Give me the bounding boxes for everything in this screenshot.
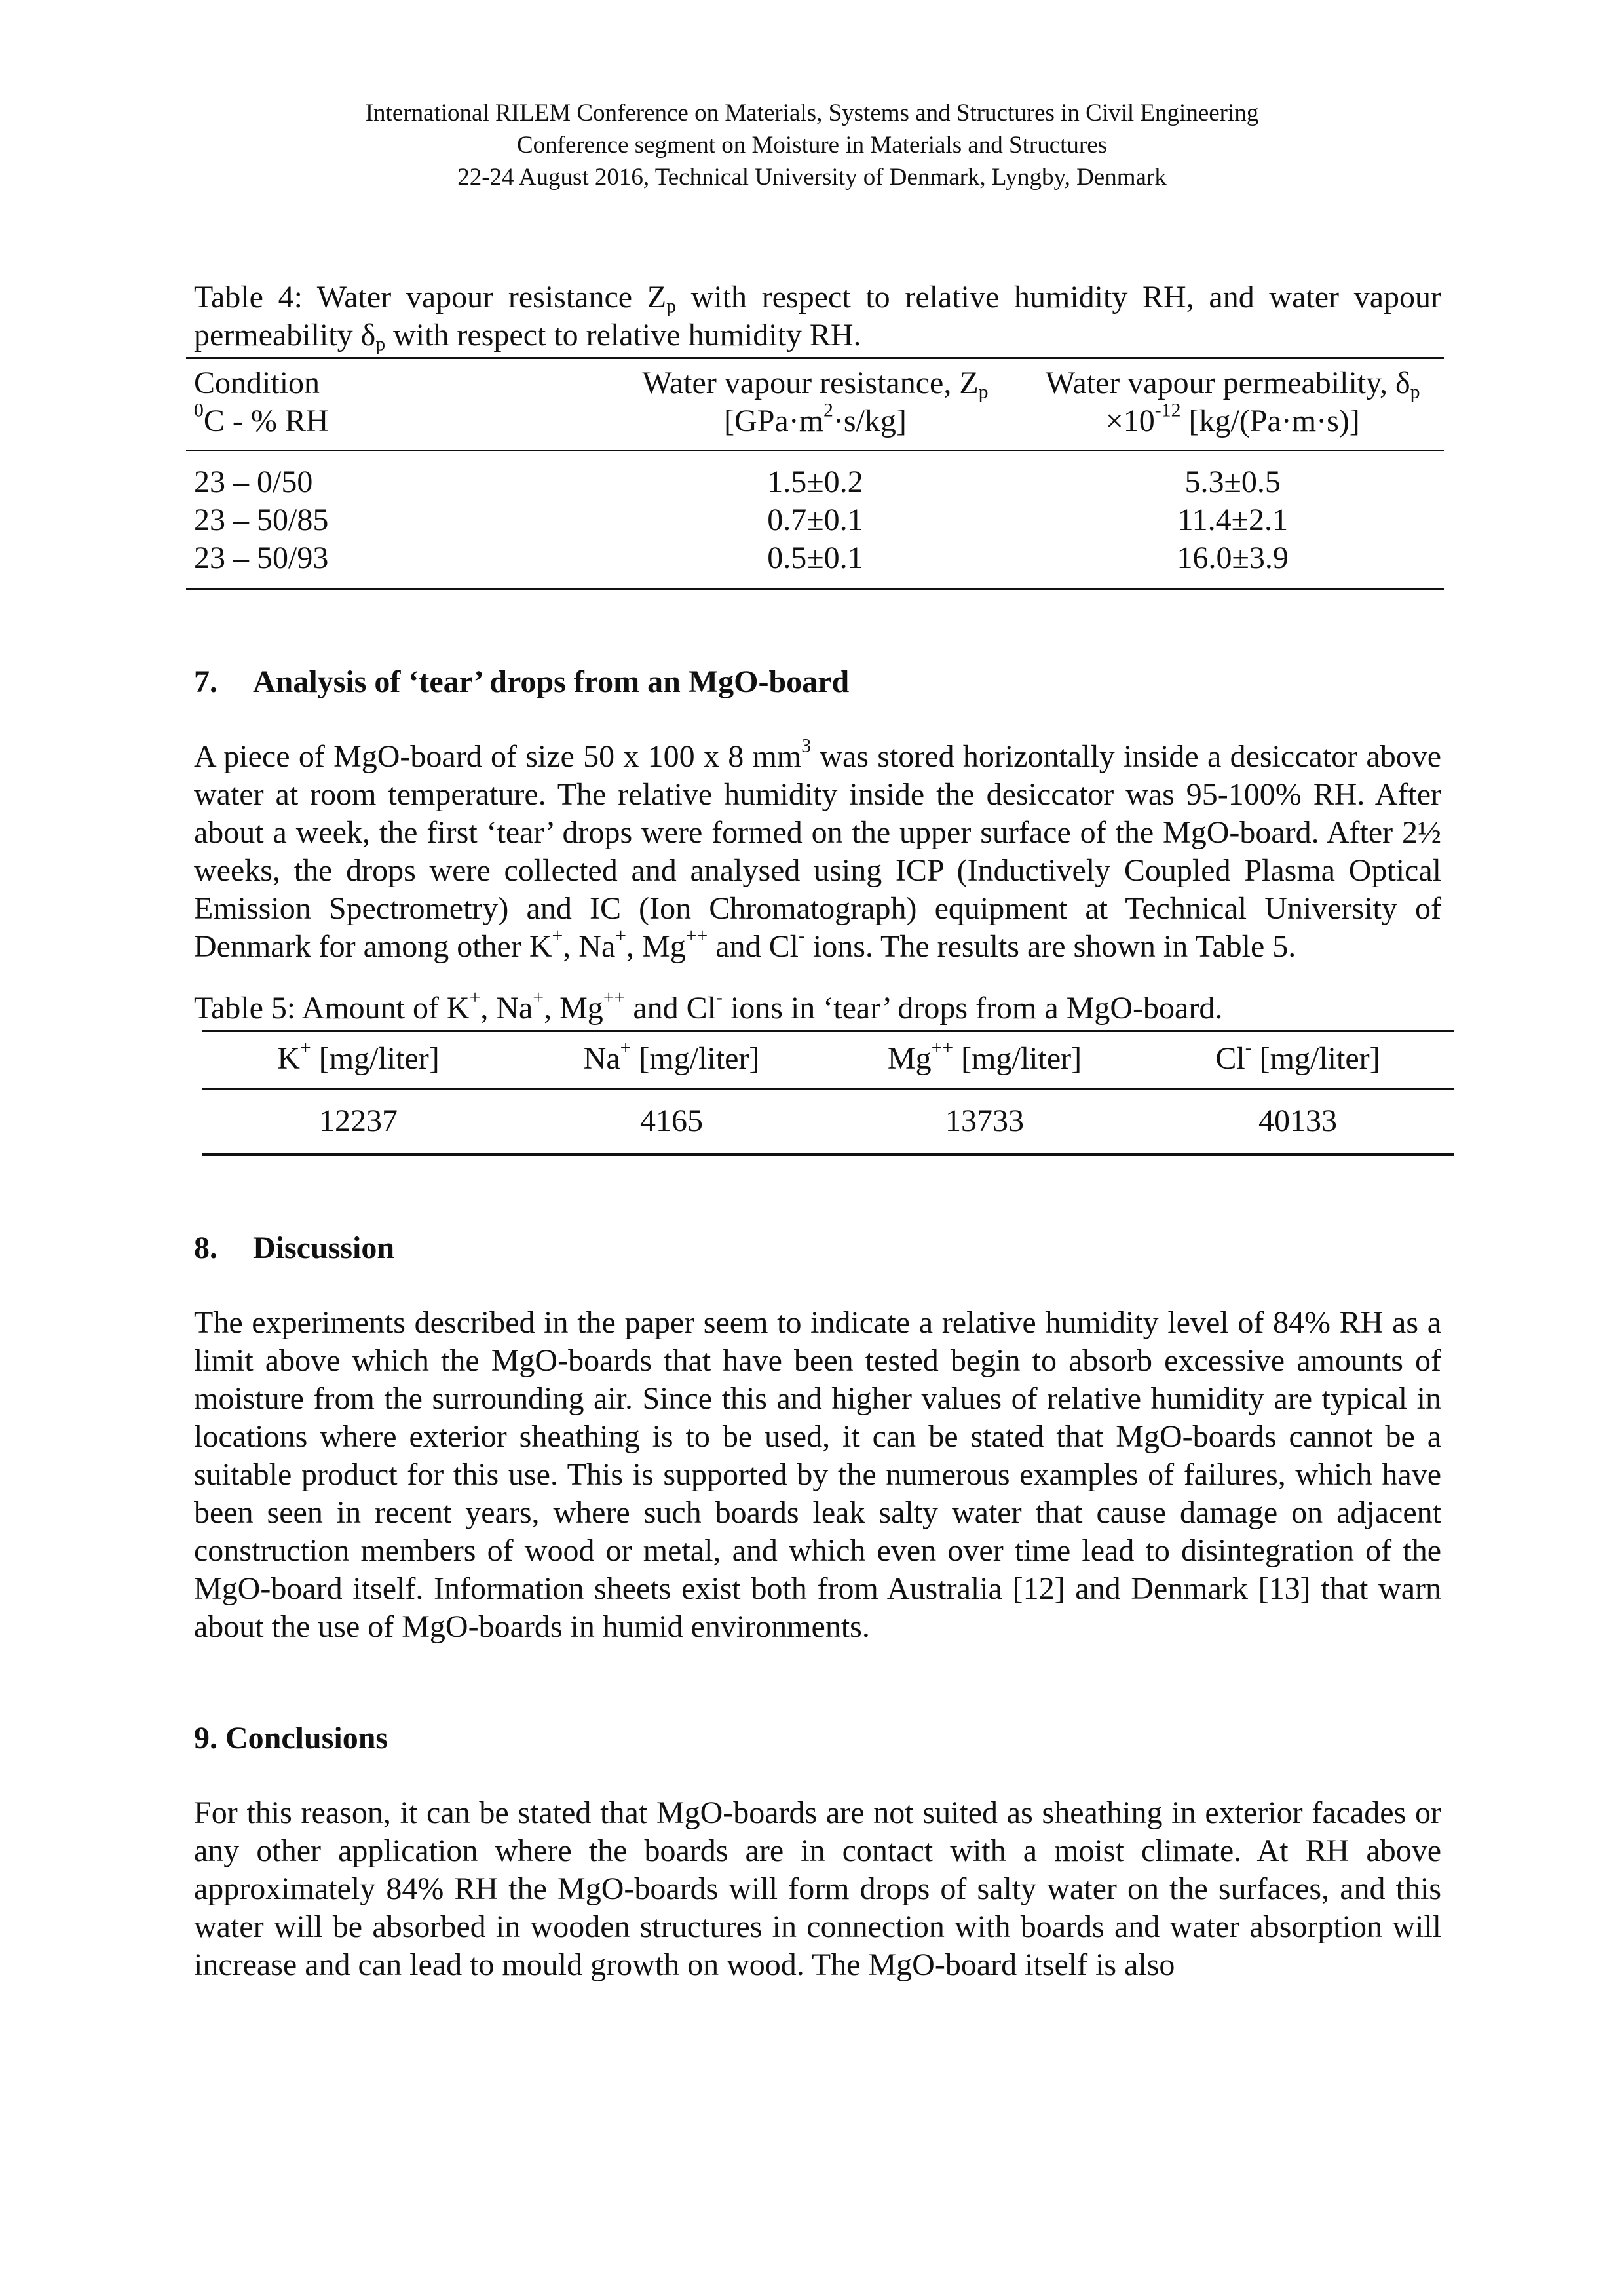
table-row xyxy=(186,501,1444,539)
table-row xyxy=(186,451,1444,502)
conference-title: International RILEM Conference on Materials, Systems and Structures in Civil Engineering xyxy=(365,100,1259,126)
conference-date-location: 22-24 August 2016, Technical University of Denmark, Lyngby, Denmark xyxy=(457,164,1167,191)
table4-condition: 23 – 50/93 xyxy=(194,541,329,575)
section7-paragraph: A piece of MgO-board of size 50 x 100 x 8 $mm^3$ was stored horizontally inside a desiccator above water at room temperature. The relative humidity inside the desiccator was 95-100% RH. After about a week, the first ‘tear’ drops were formed on the upper surface of the MgO-board. After 2½ weeks, the drops were collected and analysed using ICP (Inductively Coupled Plasma Optical Emission Spectrometry) and IC (Ion Chromatograph) equipment at Technical University of Denmark for among other K+, Na+, Mg++ and Cl- ions. The results are shown in Table 5. xyxy=(194,735,1442,964)
table5-header-k: K+ [mg/liter] xyxy=(202,1031,515,1090)
table5-header-cl: Cl- [mg/liter] xyxy=(1141,1031,1454,1090)
table4-header-permeability: Water vapour permeability, $\delta_p$ $\times 10^{-12}$ [kg/(Pa·m·s)] xyxy=(1021,358,1444,451)
table-row xyxy=(202,1090,1454,1155)
table5-value-mg: 13733 xyxy=(945,1103,1024,1138)
section9-heading: 9. Conclusions xyxy=(194,1721,388,1755)
table-row xyxy=(186,539,1444,589)
table4-header-row xyxy=(186,358,1444,451)
table5-header-na: Na+ [mg/liter] xyxy=(515,1031,828,1090)
table4-header-resistance: Water vapour resistance, $Z_p$ $[GPa\cdot m^2\cdot s/kg]$ xyxy=(609,358,1022,451)
page-header xyxy=(0,97,1624,193)
table4-header-condition: Condition $^0$C - % RH xyxy=(186,358,609,451)
conference-segment: Conference segment on Moisture in Materials and Structures xyxy=(516,132,1108,159)
section7-heading: 7. Analysis of ‘tear’ drops from an MgO-board xyxy=(194,664,850,699)
table4-condition: 23 – 0/50 xyxy=(194,465,313,499)
table4-permeability: 16.0±3.9 xyxy=(1177,541,1289,575)
table4-resistance: 1.5±0.2 xyxy=(767,465,863,499)
table4-resistance: 0.7±0.1 xyxy=(767,503,863,537)
table5-value-cl: 40133 xyxy=(1258,1103,1337,1138)
table4-permeability: 5.3±0.5 xyxy=(1184,465,1281,499)
table5-header-row xyxy=(202,1031,1454,1090)
table4-condition: 23 – 50/85 xyxy=(194,503,329,537)
section8-heading: 8. Discussion xyxy=(194,1231,395,1265)
table5 xyxy=(202,1030,1454,1156)
table4 xyxy=(186,357,1444,590)
page-content xyxy=(194,278,1441,1984)
table4-permeability: 11.4±2.1 xyxy=(1177,503,1288,537)
section8-paragraph: The experiments described in the paper seem to indicate a relative humidity level of 84% RH as a limit above which the MgO-boards that have been tested begin to absorb excessive amounts of moisture from the surrounding air. Since this and higher values of relative humidity are typical in locations where exterior sheathing is to be used, it can be stated that MgO-boards cannot be a suitable product for this use. This is supported by the numerous examples of failures, which have been seen in recent years, where such boards leak salty water that cause damage on adjacent construction members of wood or metal, and which even over time lead to disintegration of the MgO-board itself. Information sheets exist both from Australia [12] and Denmark [13] that warn about the use of MgO-boards in humid environments. xyxy=(194,1305,1441,1644)
table4-resistance: 0.5±0.1 xyxy=(767,541,863,575)
table5-value-na: 4165 xyxy=(640,1103,703,1138)
table5-value-k: 12237 xyxy=(319,1103,398,1138)
section9-paragraph: For this reason, it can be stated that MgO-boards are not suited as sheathing in exterior facades or any other application where the boards are in contact with a moist climate. At RH above approximately 84% RH the MgO-boards will form drops of salty water on the surfaces, and this water will be absorbed in wooden structures in connection with boards and water absorption will increase and can lead to mould growth on wood. The MgO-board itself is also xyxy=(194,1795,1441,1982)
table4-caption: Table 4: Water vapour resistance $Z_p$ with respect to relative humidity RH, and water vapour permeability $\delta_p$ with respect to relative humidity RH. xyxy=(194,280,1442,355)
table5-caption: Table 5: Amount of K+, Na+, Mg++ and Cl- ions in ‘tear’ drops from a MgO-board. xyxy=(194,986,1223,1025)
table5-header-mg: Mg++ [mg/liter] xyxy=(828,1031,1141,1090)
